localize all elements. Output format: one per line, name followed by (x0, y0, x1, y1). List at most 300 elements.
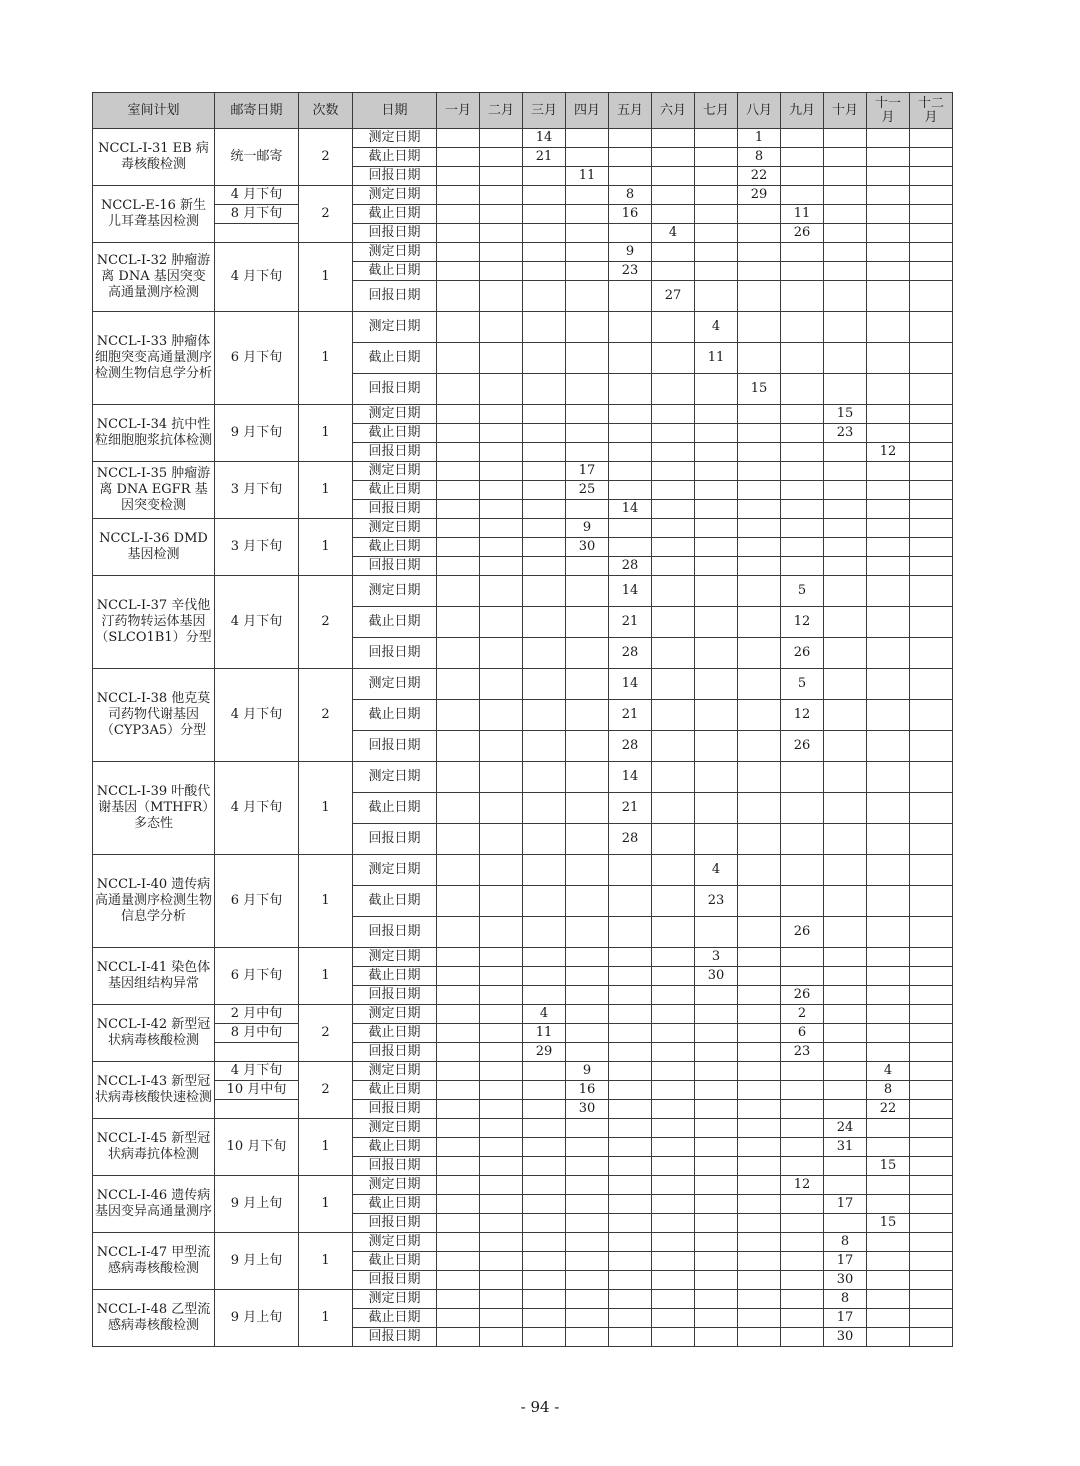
month-cell (566, 1119, 609, 1138)
month-cell (695, 1252, 738, 1271)
month-cell (652, 762, 695, 793)
month-cell (867, 1271, 910, 1290)
month-cell (480, 1176, 523, 1195)
month-cell (738, 886, 781, 917)
month-cell (566, 405, 609, 424)
month-cell (695, 1176, 738, 1195)
month-cell (523, 343, 566, 374)
month-cell (566, 731, 609, 762)
month-cell (437, 167, 480, 186)
month-cell (437, 443, 480, 462)
month-cell (566, 762, 609, 793)
times-count: 1 (299, 1119, 353, 1176)
date-type-label: 回报日期 (353, 986, 437, 1005)
month-cell (738, 1100, 781, 1119)
month-cell: 4 (523, 1005, 566, 1024)
month-cell (867, 1328, 910, 1347)
month-cell (523, 948, 566, 967)
month-cell (523, 186, 566, 205)
month-cell (437, 1252, 480, 1271)
month-cell (652, 700, 695, 731)
month-cell (566, 262, 609, 281)
month-cell (523, 481, 566, 500)
month-cell (695, 576, 738, 607)
month-cell (910, 1309, 953, 1328)
month-cell (695, 1290, 738, 1309)
month-cell (738, 262, 781, 281)
month-cell (695, 405, 738, 424)
month-cell (523, 1176, 566, 1195)
month-cell (867, 855, 910, 886)
date-type-label: 测定日期 (353, 576, 437, 607)
schedule-body (93, 129, 953, 1347)
month-cell (609, 343, 652, 374)
month-cell (609, 148, 652, 167)
month-cell: 24 (824, 1119, 867, 1138)
date-type-label: 测定日期 (353, 1290, 437, 1309)
month-cell (824, 262, 867, 281)
month-cell (695, 1024, 738, 1043)
month-cell (695, 1062, 738, 1081)
month-cell (652, 243, 695, 262)
month-cell (867, 886, 910, 917)
table-row (93, 948, 953, 967)
mailing-date: 3 月下旬 (215, 462, 299, 519)
month-cell (437, 343, 480, 374)
month-cell (738, 205, 781, 224)
month-cell: 17 (824, 1309, 867, 1328)
month-cell (566, 1214, 609, 1233)
month-cell (480, 917, 523, 948)
month-cell: 4 (867, 1062, 910, 1081)
month-cell (523, 1138, 566, 1157)
month-cell (652, 500, 695, 519)
month-cell (824, 343, 867, 374)
month-cell (523, 1062, 566, 1081)
month-cell (566, 967, 609, 986)
month-cell (695, 281, 738, 312)
month-cell (910, 205, 953, 224)
month-cell (652, 824, 695, 855)
month-cell (695, 243, 738, 262)
month-cell (480, 1119, 523, 1138)
month-cell (695, 1214, 738, 1233)
month-cell (480, 1043, 523, 1062)
month-cell (437, 129, 480, 148)
times-count: 1 (299, 855, 353, 948)
date-type-label: 回报日期 (353, 374, 437, 405)
month-cell (867, 576, 910, 607)
month-cell (781, 762, 824, 793)
month-cell (824, 1005, 867, 1024)
month-cell: 4 (695, 855, 738, 886)
month-cell (781, 1157, 824, 1176)
month-cell (910, 281, 953, 312)
month-cell (652, 1043, 695, 1062)
month-cell (910, 1252, 953, 1271)
header-row (93, 93, 953, 129)
month-cell (910, 1290, 953, 1309)
month-cell (609, 1233, 652, 1252)
month-cell (609, 917, 652, 948)
month-cell (910, 148, 953, 167)
month-cell (867, 948, 910, 967)
mailing-date: 4 月下旬 (215, 576, 299, 669)
month-cell (437, 917, 480, 948)
month-cell (781, 343, 824, 374)
month-cell (867, 224, 910, 243)
table-row (93, 129, 953, 148)
month-cell (480, 886, 523, 917)
month-cell (867, 481, 910, 500)
header-cell: 四月 (566, 93, 609, 129)
month-cell (738, 1328, 781, 1347)
month-cell (781, 405, 824, 424)
month-cell (738, 224, 781, 243)
month-cell (566, 243, 609, 262)
month-cell: 17 (824, 1195, 867, 1214)
date-type-label: 回报日期 (353, 1100, 437, 1119)
month-cell (437, 1138, 480, 1157)
month-cell (695, 917, 738, 948)
mailing-date: 10 月下旬 (215, 1119, 299, 1176)
date-type-label: 截止日期 (353, 343, 437, 374)
month-cell (652, 312, 695, 343)
program-name: NCCL-I-47 甲型流感病毒核酸检测 (93, 1233, 215, 1290)
month-cell (652, 1024, 695, 1043)
date-type-label: 测定日期 (353, 312, 437, 343)
month-cell: 28 (609, 731, 652, 762)
month-cell (910, 500, 953, 519)
month-cell (609, 405, 652, 424)
month-cell (609, 986, 652, 1005)
month-cell: 26 (781, 638, 824, 669)
month-cell (480, 1138, 523, 1157)
date-type-label: 截止日期 (353, 1081, 437, 1100)
month-cell (437, 557, 480, 576)
month-cell (609, 1024, 652, 1043)
month-cell (480, 129, 523, 148)
month-cell (781, 948, 824, 967)
date-type-label: 截止日期 (353, 481, 437, 500)
month-cell (824, 129, 867, 148)
month-cell (867, 669, 910, 700)
mailing-date: 9 月上旬 (215, 1290, 299, 1347)
month-cell (437, 481, 480, 500)
month-cell (867, 793, 910, 824)
month-cell (695, 762, 738, 793)
month-cell (867, 1309, 910, 1328)
date-type-label: 回报日期 (353, 1328, 437, 1347)
month-cell (480, 374, 523, 405)
month-cell (781, 167, 824, 186)
month-cell: 11 (695, 343, 738, 374)
month-cell (480, 638, 523, 669)
month-cell (824, 886, 867, 917)
mailing-date: 统一邮寄 (215, 129, 299, 186)
month-cell (523, 1195, 566, 1214)
month-cell (867, 148, 910, 167)
month-cell (523, 538, 566, 557)
month-cell (910, 557, 953, 576)
month-cell (523, 374, 566, 405)
month-cell: 11 (781, 205, 824, 224)
month-cell (566, 669, 609, 700)
month-cell (867, 405, 910, 424)
month-cell (523, 1100, 566, 1119)
month-cell (781, 1062, 824, 1081)
date-type-label: 测定日期 (353, 762, 437, 793)
month-cell (824, 443, 867, 462)
date-type-label: 截止日期 (353, 607, 437, 638)
month-cell (437, 824, 480, 855)
month-cell (738, 1309, 781, 1328)
month-cell (910, 424, 953, 443)
mailing-date: 4 月下旬 (215, 243, 299, 312)
month-cell (695, 669, 738, 700)
month-cell (738, 462, 781, 481)
month-cell (781, 1233, 824, 1252)
times-count: 1 (299, 519, 353, 576)
month-cell (437, 1119, 480, 1138)
mailing-date (215, 186, 299, 243)
program-name: NCCL-I-36 DMD 基因检测 (93, 519, 215, 576)
month-cell (609, 1309, 652, 1328)
month-cell (609, 1062, 652, 1081)
month-cell (437, 967, 480, 986)
month-cell (867, 986, 910, 1005)
month-cell (867, 824, 910, 855)
date-type-label: 测定日期 (353, 462, 437, 481)
month-cell (523, 1309, 566, 1328)
month-cell (824, 481, 867, 500)
month-cell (910, 262, 953, 281)
month-cell (566, 886, 609, 917)
month-cell (480, 312, 523, 343)
month-cell (652, 1309, 695, 1328)
month-cell (781, 1081, 824, 1100)
month-cell: 4 (695, 312, 738, 343)
month-cell (480, 1100, 523, 1119)
month-cell (437, 1195, 480, 1214)
month-cell (910, 576, 953, 607)
month-cell (609, 312, 652, 343)
month-cell (867, 500, 910, 519)
times-count: 2 (299, 669, 353, 762)
month-cell (652, 1176, 695, 1195)
times-count: 2 (299, 1005, 353, 1062)
month-cell (824, 1100, 867, 1119)
month-cell (437, 281, 480, 312)
month-cell (781, 824, 824, 855)
month-cell (609, 538, 652, 557)
date-type-label: 测定日期 (353, 519, 437, 538)
month-cell (695, 1233, 738, 1252)
month-cell (824, 500, 867, 519)
program-name: NCCL-I-40 遗传病高通量测序检测生物信息学分析 (93, 855, 215, 948)
month-cell (910, 1271, 953, 1290)
month-cell (910, 1195, 953, 1214)
month-cell (781, 793, 824, 824)
month-cell (824, 793, 867, 824)
month-cell (523, 243, 566, 262)
date-type-label: 回报日期 (353, 1043, 437, 1062)
month-cell: 14 (523, 129, 566, 148)
month-cell (480, 1271, 523, 1290)
month-cell (910, 886, 953, 917)
month-cell (695, 824, 738, 855)
date-type-label: 测定日期 (353, 948, 437, 967)
program-name: NCCL-I-48 乙型流感病毒核酸检测 (93, 1290, 215, 1347)
month-cell (523, 731, 566, 762)
month-cell (695, 731, 738, 762)
mailing-date-item: 4 月下旬 (215, 186, 298, 205)
month-cell (824, 243, 867, 262)
month-cell (867, 1119, 910, 1138)
month-cell (652, 374, 695, 405)
month-cell (781, 538, 824, 557)
month-cell (652, 481, 695, 500)
month-cell (652, 1214, 695, 1233)
month-cell (523, 576, 566, 607)
month-cell: 22 (867, 1100, 910, 1119)
month-cell (867, 424, 910, 443)
month-cell (566, 1309, 609, 1328)
times-count: 2 (299, 1062, 353, 1119)
month-cell (738, 557, 781, 576)
table-row (93, 576, 953, 607)
month-cell: 23 (824, 424, 867, 443)
month-cell (523, 312, 566, 343)
month-cell: 28 (609, 638, 652, 669)
month-cell: 22 (738, 167, 781, 186)
month-cell (695, 148, 738, 167)
month-cell (824, 374, 867, 405)
month-cell (437, 1024, 480, 1043)
month-cell (695, 500, 738, 519)
month-cell (609, 462, 652, 481)
month-cell (480, 731, 523, 762)
date-type-label: 测定日期 (353, 186, 437, 205)
month-cell (910, 1081, 953, 1100)
month-cell (695, 424, 738, 443)
month-cell: 12 (781, 1176, 824, 1195)
month-cell (781, 500, 824, 519)
month-cell (437, 886, 480, 917)
month-cell (910, 405, 953, 424)
month-cell (480, 1233, 523, 1252)
month-cell (695, 1195, 738, 1214)
month-cell (910, 1138, 953, 1157)
month-cell: 15 (738, 374, 781, 405)
month-cell (695, 1138, 738, 1157)
month-cell (480, 481, 523, 500)
month-cell (910, 793, 953, 824)
month-cell (437, 1043, 480, 1062)
month-cell (480, 1062, 523, 1081)
month-cell (566, 424, 609, 443)
month-cell (566, 576, 609, 607)
month-cell (480, 1195, 523, 1214)
month-cell (910, 129, 953, 148)
month-cell (523, 855, 566, 886)
date-type-label: 测定日期 (353, 1233, 437, 1252)
month-cell: 26 (781, 917, 824, 948)
date-type-label: 测定日期 (353, 243, 437, 262)
month-cell (867, 1005, 910, 1024)
month-cell (437, 948, 480, 967)
month-cell (480, 762, 523, 793)
date-type-label: 截止日期 (353, 205, 437, 224)
month-cell (437, 731, 480, 762)
month-cell (523, 1233, 566, 1252)
month-cell (480, 281, 523, 312)
month-cell (824, 148, 867, 167)
table-row (93, 762, 953, 793)
month-cell (609, 424, 652, 443)
program-name: NCCL-I-35 肿瘤游离 DNA EGFR 基因突变检测 (93, 462, 215, 519)
month-cell (867, 519, 910, 538)
month-cell (523, 519, 566, 538)
month-cell (867, 374, 910, 405)
header-cell: 邮寄日期 (215, 93, 299, 129)
month-cell (781, 855, 824, 886)
month-cell: 21 (609, 700, 652, 731)
month-cell: 23 (609, 262, 652, 281)
month-cell (910, 519, 953, 538)
month-cell (437, 186, 480, 205)
mailing-date: 6 月下旬 (215, 855, 299, 948)
month-cell (609, 1328, 652, 1347)
month-cell (523, 1081, 566, 1100)
month-cell: 30 (695, 967, 738, 986)
month-cell (910, 343, 953, 374)
month-cell: 15 (867, 1157, 910, 1176)
month-cell (652, 948, 695, 967)
month-cell (695, 1271, 738, 1290)
month-cell: 23 (695, 886, 738, 917)
month-cell (609, 1176, 652, 1195)
header-cell: 次数 (299, 93, 353, 129)
month-cell (566, 1138, 609, 1157)
month-cell (609, 1119, 652, 1138)
table-row (93, 669, 953, 700)
month-cell (652, 557, 695, 576)
month-cell (824, 205, 867, 224)
program-name: NCCL-I-31 EB 病毒核酸检测 (93, 129, 215, 186)
month-cell (437, 638, 480, 669)
month-cell (738, 700, 781, 731)
month-cell (910, 1328, 953, 1347)
month-cell (480, 986, 523, 1005)
month-cell (910, 538, 953, 557)
mailing-date: 6 月下旬 (215, 948, 299, 1005)
date-type-label: 截止日期 (353, 538, 437, 557)
month-cell (910, 700, 953, 731)
month-cell (652, 1138, 695, 1157)
header-cell: 七月 (695, 93, 738, 129)
month-cell: 14 (609, 576, 652, 607)
table-row (93, 1005, 953, 1024)
month-cell: 8 (609, 186, 652, 205)
month-cell (480, 262, 523, 281)
month-cell (609, 1081, 652, 1100)
month-cell (824, 224, 867, 243)
month-cell (566, 186, 609, 205)
month-cell (781, 1195, 824, 1214)
month-cell (867, 700, 910, 731)
month-cell (480, 1157, 523, 1176)
